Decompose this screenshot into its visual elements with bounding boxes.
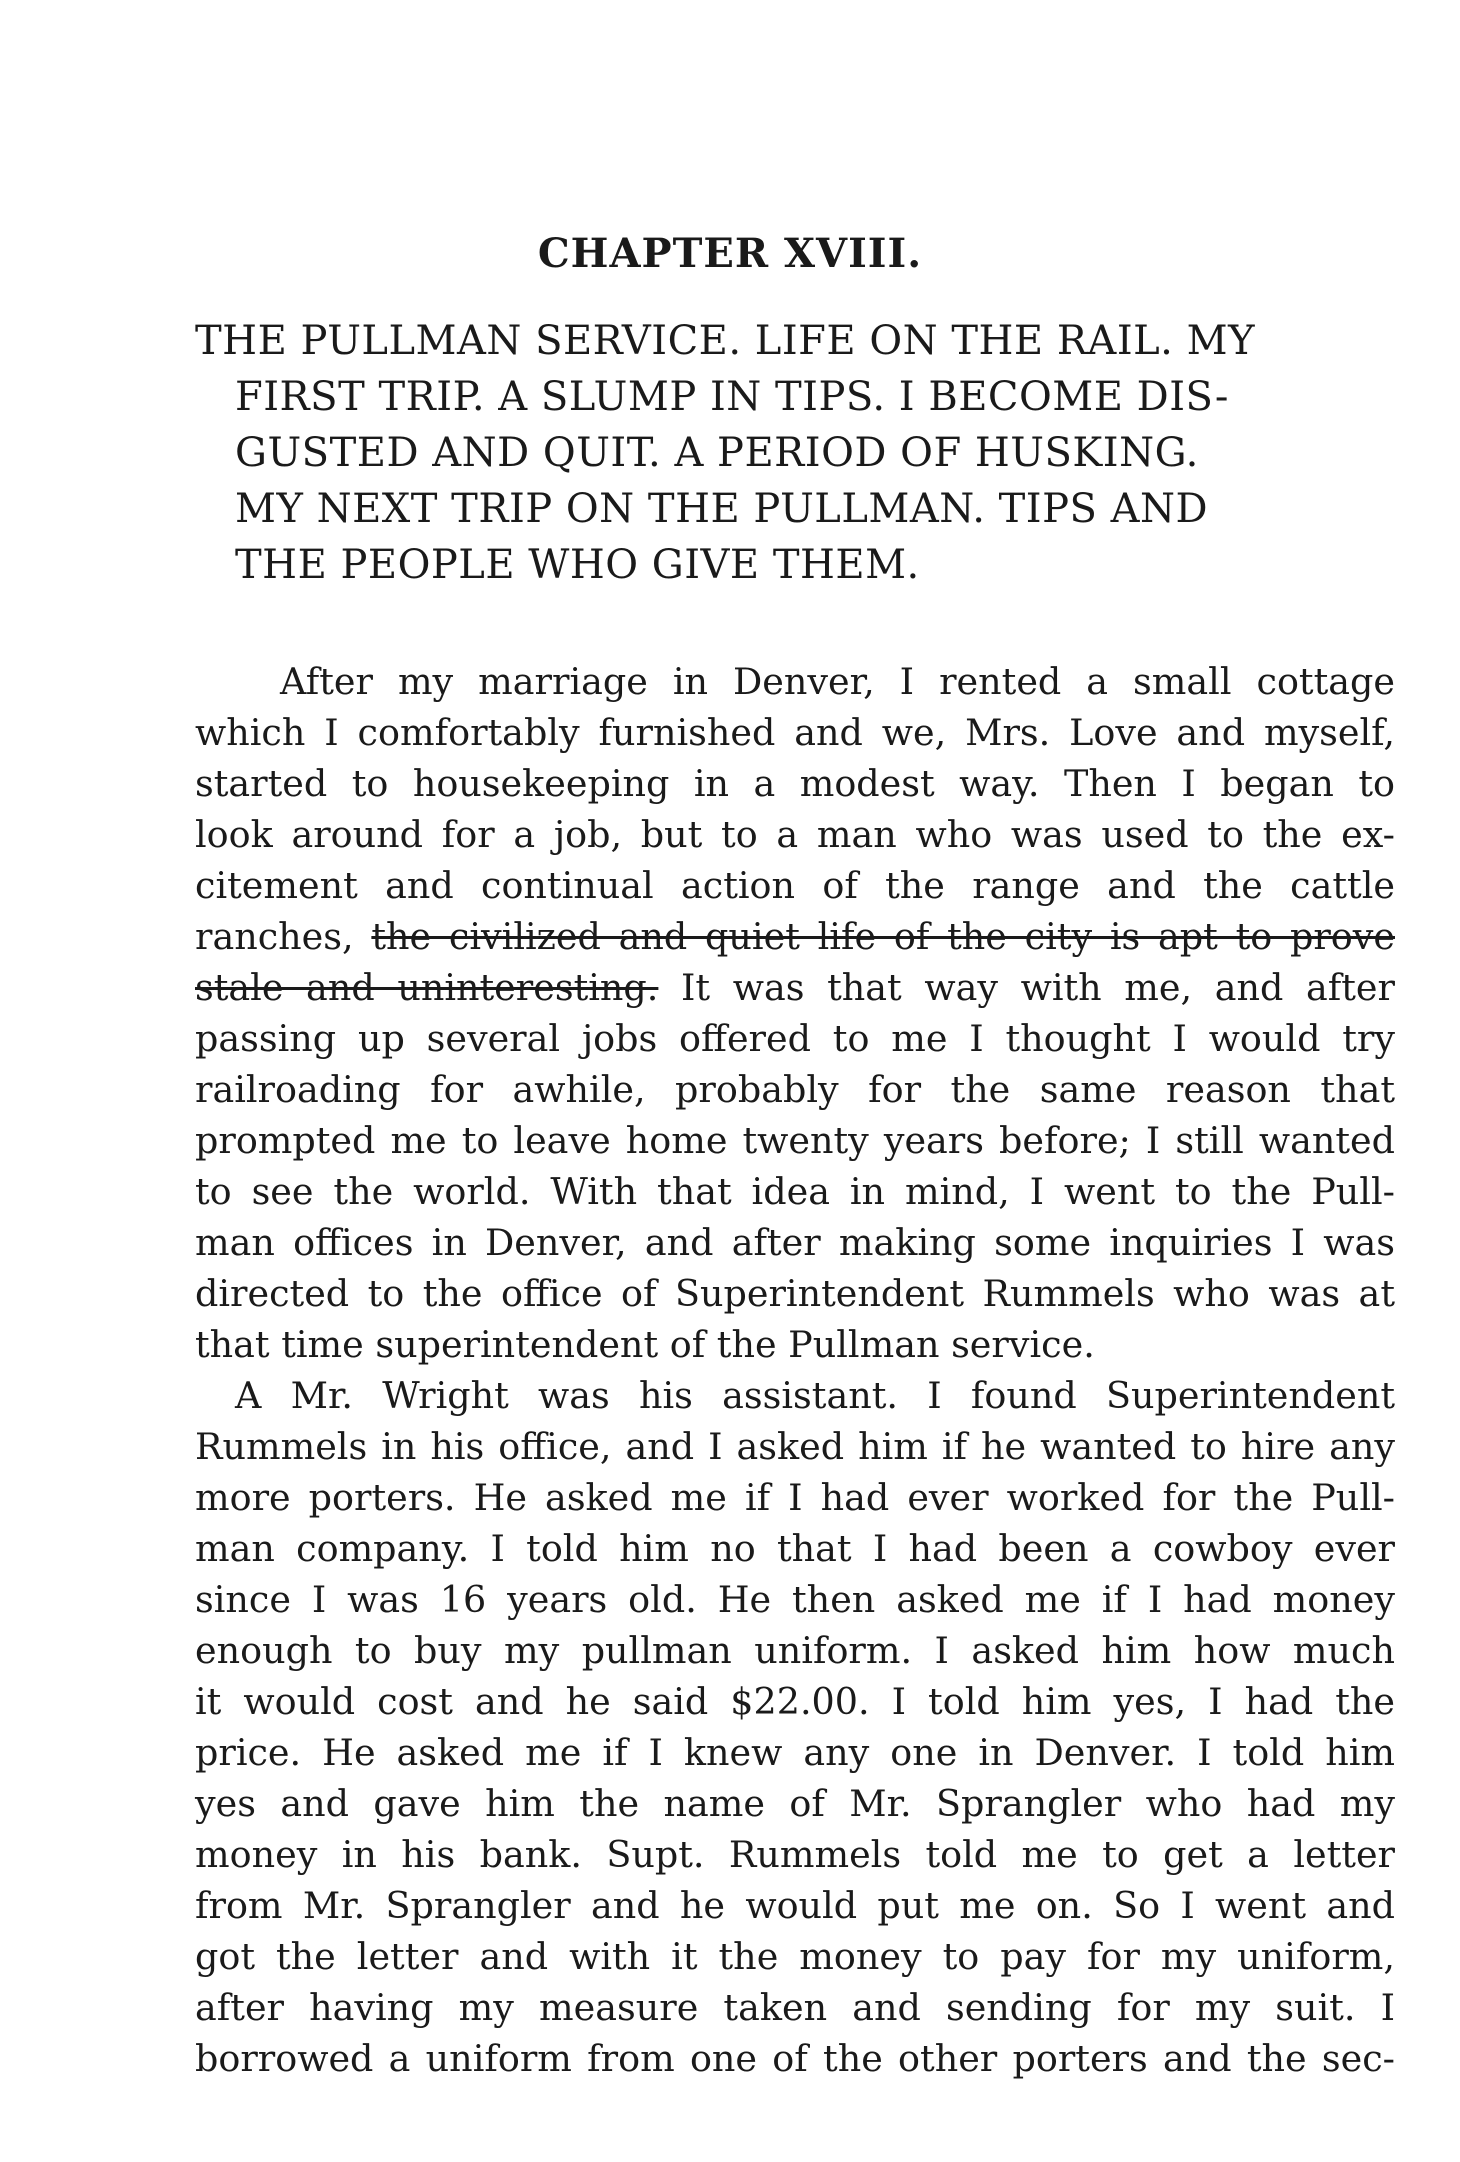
text-line: more porters. He asked me if I had ever worked for the Pull- [195,1476,1395,1519]
text-line: it would cost and he said $22.00. I told him yes, I had the [195,1680,1395,1723]
text-line: money in his bank. Supt. Rummels told me to get a letter [195,1833,1395,1876]
summary-line: GUSTED AND QUIT. A PERIOD OF HUSKING. [235,430,1199,476]
text-line: from Mr. Sprangler and he would put me on. So I went and [195,1884,1395,1927]
struck-text: the civilized and quiet life of the city is apt to prove [371,915,1395,958]
text-line: borrowed a uniform from one of the other porters and the sec- [195,2037,1395,2080]
text-line: got the letter and with it the money to pay for my uniform, [195,1935,1395,1978]
text-line-struck [195,915,1395,958]
text-line: that time superintendent of the Pullman service. [195,1323,1095,1366]
text-line: Rummels in his office, and I asked him if he wanted to hire any [195,1425,1395,1468]
summary-line: THE PEOPLE WHO GIVE THEM. [235,542,920,588]
text-line: since I was 16 years old. He then asked me if I had money [195,1578,1395,1621]
text-line: started to housekeeping in a modest way. Then I began to [195,762,1395,805]
text-line: man offices in Denver, and after making some inquiries I was [195,1221,1395,1264]
text-line: enough to buy my pullman uniform. I asked him how much [195,1629,1395,1672]
summary-line: MY NEXT TRIP ON THE PULLMAN. TIPS AND [235,486,1209,532]
chapter-title: CHAPTER XVIII. [537,230,923,277]
text-line: yes and gave him the name of Mr. Sprangler who had my [195,1782,1395,1825]
text-line: After my marriage in Denver, I rented a small cottage [280,660,1395,703]
summary-line: THE PULLMAN SERVICE. LIFE ON THE RAIL. MY [195,318,1255,364]
text-line: prompted me to leave home twenty years before; I still wanted [195,1119,1395,1162]
text-line: passing up several jobs offered to me I thought I would try [195,1017,1395,1060]
text-line: citement and continual action of the range and the cattle [195,864,1395,907]
text-line: after having my measure taken and sending for my suit. I [195,1986,1395,2029]
text-line: price. He asked me if I knew any one in Denver. I told him [195,1731,1395,1774]
text-line: look around for a job, but to a man who was used to the ex- [195,813,1395,856]
text-line: to see the world. With that idea in mind, I went to the Pull- [195,1170,1395,1213]
text-line: railroading for awhile, probably for the same reason that [195,1068,1395,1111]
text-line-struck [195,966,1395,1009]
plain-text: ranches, [195,915,372,958]
text-line: which I comfortably furnished and we, Mrs. Love and myself, [195,711,1395,754]
struck-text: stale and uninteresting. [195,966,659,1009]
summary-line: FIRST TRIP. A SLUMP IN TIPS. I BECOME DIS- [235,374,1229,420]
text-line: directed to the office of Superintendent Rummels who was at [195,1272,1395,1315]
text-line: A Mr. Wright was his assistant. I found Superintendent [235,1374,1395,1417]
text-line: man company. I told him no that I had been a cowboy ever [195,1527,1395,1570]
plain-text: It was that way with me, and after [658,966,1395,1009]
